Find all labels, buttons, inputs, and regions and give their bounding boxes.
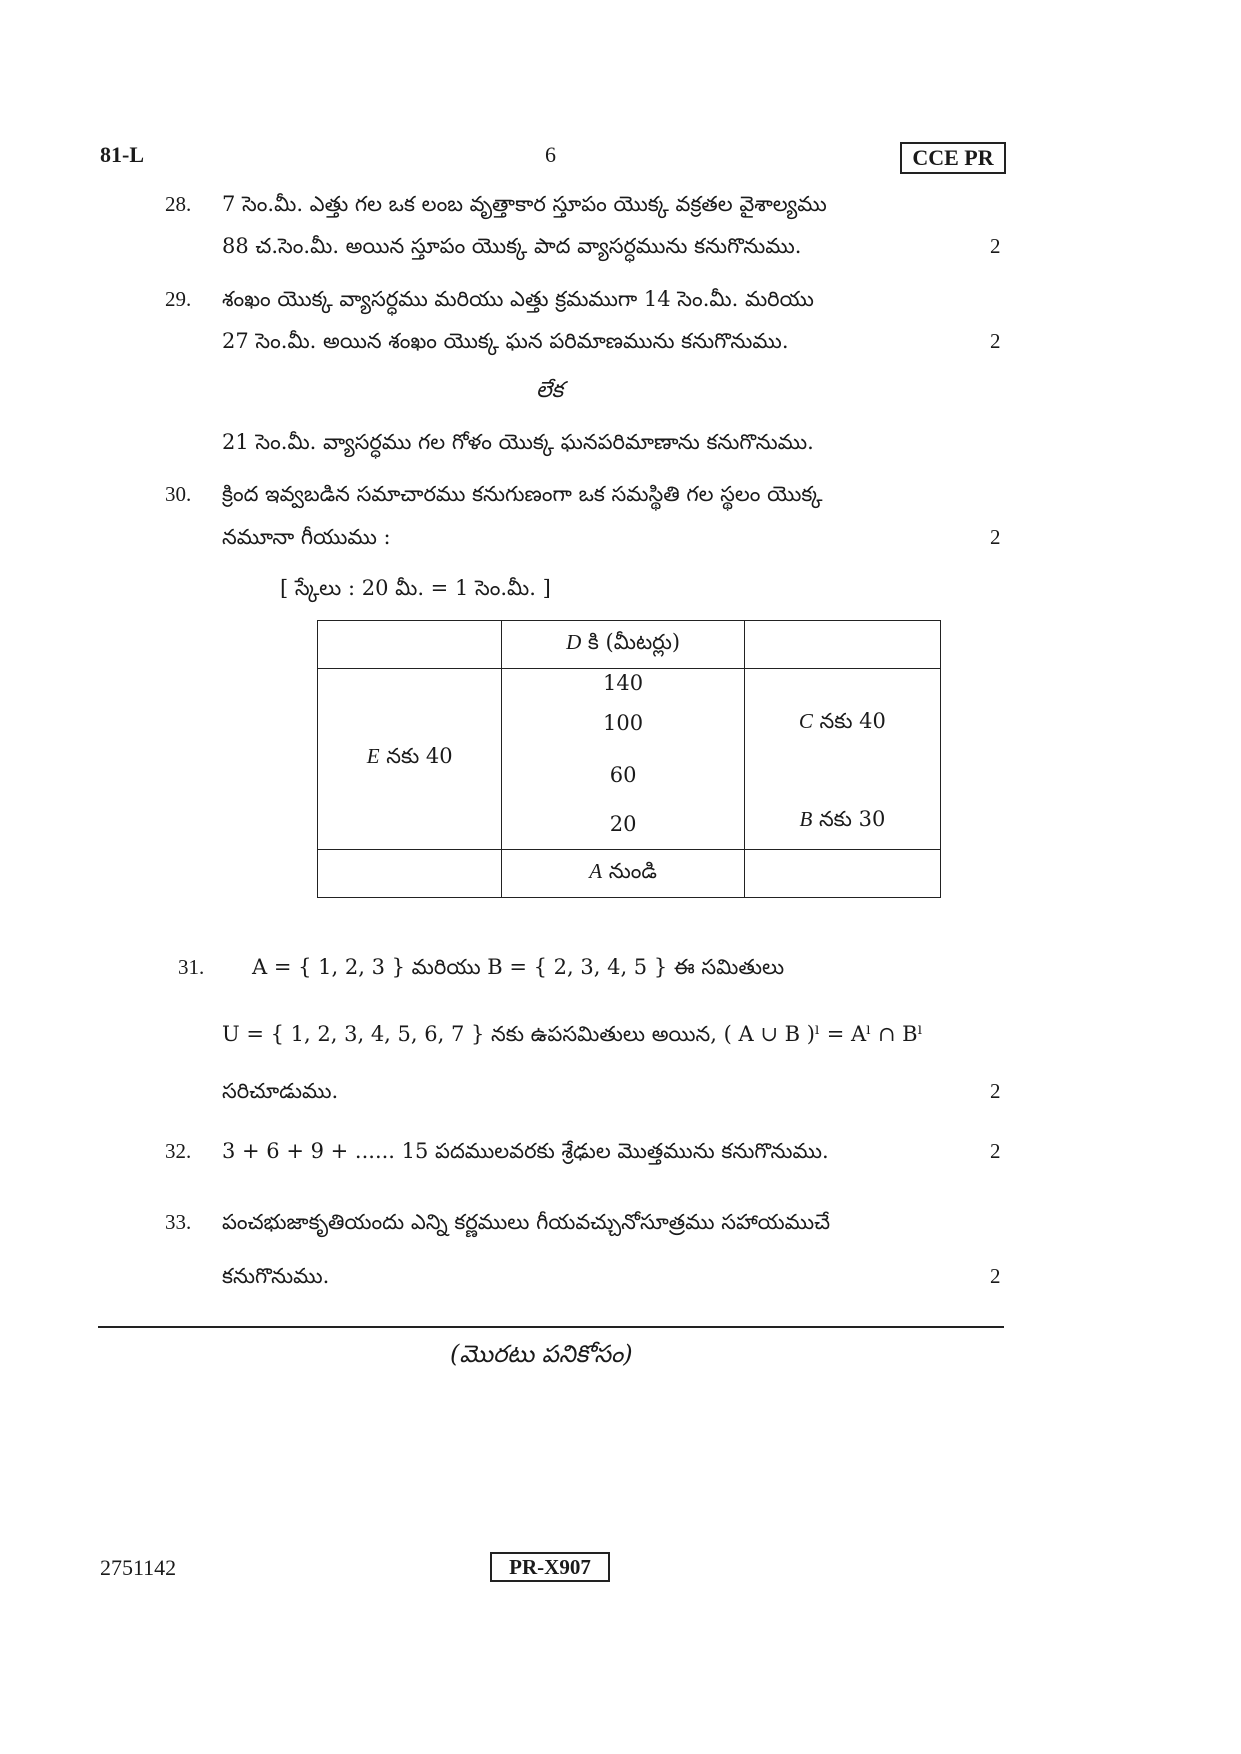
survey-right-offsets <box>744 669 940 850</box>
q29-alternative: 21 సెం.మీ. వ్యాసర్ధము గల గోళం యొక్క ఘనపరిమాణాను కనుగొనుము. <box>222 430 814 454</box>
distance-60: 60 <box>609 763 637 787</box>
survey-table <box>317 620 941 898</box>
page-number: 6 <box>545 142 556 167</box>
q33-line2: కనుగొనుము. <box>222 1264 330 1288</box>
distance-140: 140 <box>603 671 644 695</box>
q31-number: 31. <box>178 955 205 979</box>
q30-marks: 2 <box>990 525 1001 549</box>
survey-footer-right <box>744 850 940 898</box>
survey-left-offset: E నకు 40 <box>318 669 502 850</box>
q29-line2: 27 సెం.మీ. అయిన శంఖం యొక్క ఘన పరిమాణమును కనుగొనుము. <box>222 329 789 353</box>
q29-or-label: లేక <box>536 378 564 403</box>
survey-footer-left <box>318 850 502 898</box>
q28-marks: 2 <box>990 234 1001 258</box>
q30-line2: నమూనా గీయుము : <box>222 525 391 549</box>
q28-number: 28. <box>165 192 192 216</box>
q29-line1: శంఖం యొక్క వ్యాసర్ధము మరియు ఎత్తు క్రమముగా 14 సెం.మీ. మరియు <box>222 287 814 311</box>
distance-20: 20 <box>609 812 637 836</box>
distance-100: 100 <box>603 711 644 735</box>
q31-line3: సరిచూడుము. <box>222 1079 339 1103</box>
q32-line1: 3 + 6 + 9 + ...... 15 పదములవరకు శ్రేఢుల మొత్తమును కనుగొనుము. <box>222 1139 829 1163</box>
q32-number: 32. <box>165 1139 192 1163</box>
footer-code: PR-X907 <box>490 1552 610 1582</box>
q30-scale: [ స్కేలు : 20 మీ. = 1 సెం.మీ. ] <box>280 576 551 600</box>
q29-number: 29. <box>165 287 192 311</box>
survey-header-right <box>744 621 940 669</box>
survey-footer-center: A నుండి <box>502 850 744 898</box>
divider-rule <box>98 1326 1004 1328</box>
serial-number: 2751142 <box>100 1555 177 1580</box>
q31-line2: U = { 1, 2, 3, 4, 5, 6, 7 } నకు ఉపసమితులు అయిన, ( A ∪ B )ˡ = Aˡ ∩ Bˡ <box>222 1022 923 1046</box>
rough-work-label: (మొరటు పనికోసం) <box>450 1340 633 1368</box>
q33-line1: పంచభుజాకృతియందు ఎన్ని కర్ణములు గీయవచ్చునోసూత్రము సహాయముచే <box>222 1210 831 1234</box>
survey-header-left <box>318 621 502 669</box>
q31-marks: 2 <box>990 1079 1001 1103</box>
survey-distances <box>502 669 744 850</box>
header-box-label: CCE PR <box>900 142 1006 174</box>
q32-marks: 2 <box>990 1139 1001 1163</box>
q33-marks: 2 <box>990 1264 1001 1288</box>
q30-line1: క్రింద ఇవ్వబడిన సమాచారము కనుగుణంగా ఒక సమస్థితి గల స్థలం యొక్క <box>222 482 823 506</box>
q31-line1: A = { 1, 2, 3 } మరియు B = { 2, 3, 4, 5 } ఈ సమితులు <box>252 955 785 979</box>
q29-marks: 2 <box>990 329 1001 353</box>
q28-line2: 88 చ.సెం.మీ. అయిన స్తూపం యొక్క పాద వ్యాసర్ధమును కనుగొనుము. <box>222 234 802 258</box>
survey-header-center: D కి (మీటర్లు) <box>502 621 744 669</box>
q33-number: 33. <box>165 1210 192 1234</box>
paper-code: 81-L <box>100 142 144 167</box>
q30-number: 30. <box>165 482 192 506</box>
offset-b: B నకు 30 <box>799 807 886 831</box>
offset-c: C నకు 40 <box>798 709 886 733</box>
q28-line1: 7 సెం.మీ. ఎత్తు గల ఒక లంబ వృత్తాకార స్తూపం యొక్క వక్రతల వైశాల్యము <box>222 192 827 216</box>
